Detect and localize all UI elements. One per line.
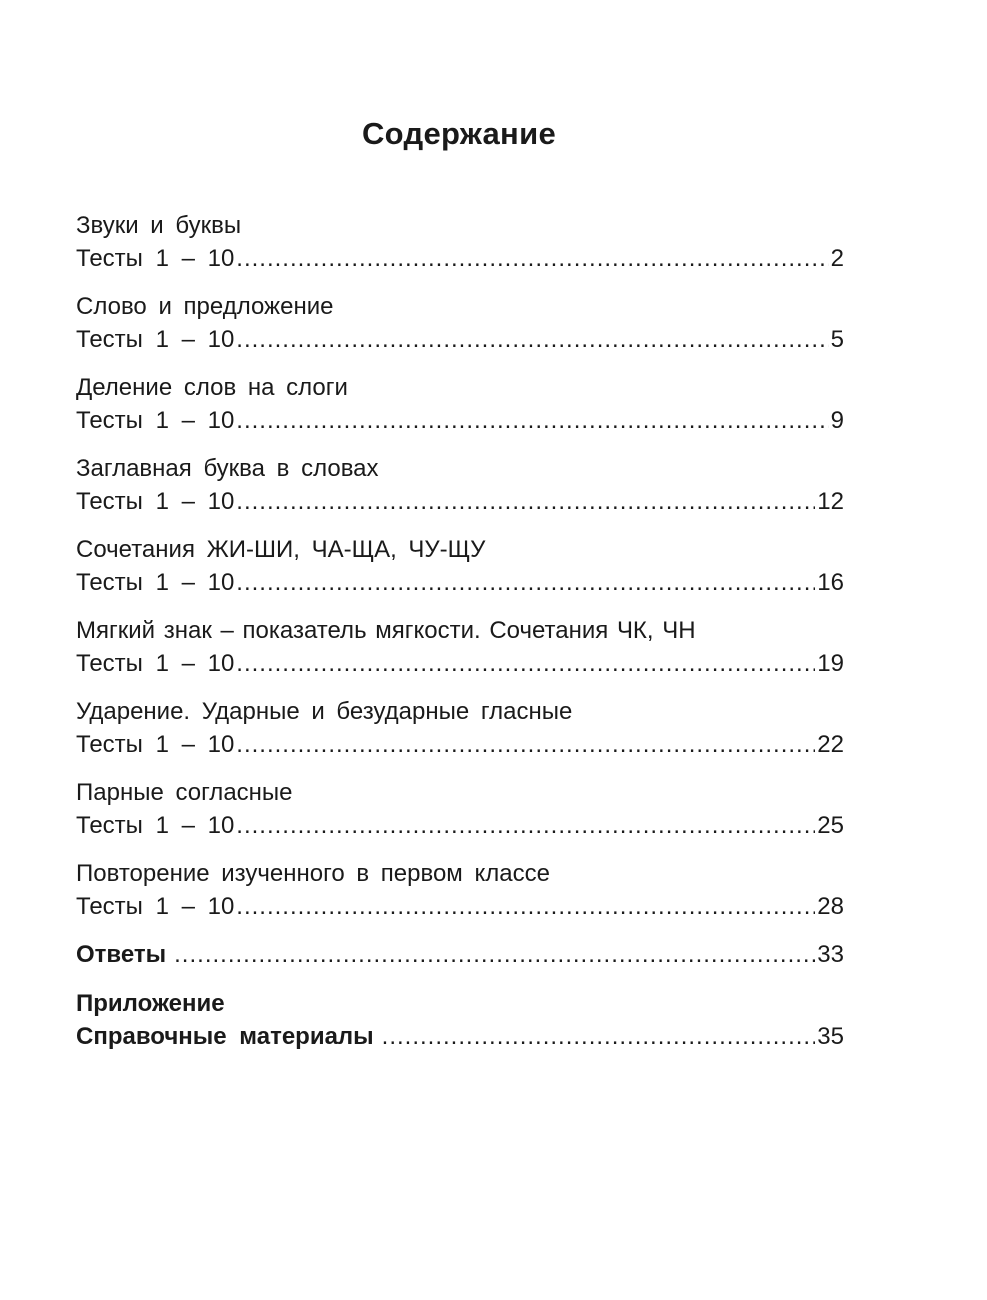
toc-section bbox=[76, 533, 844, 599]
toc-entry[interactable] bbox=[76, 242, 844, 275]
toc-section bbox=[76, 452, 844, 518]
section-heading: Сочетания ЖИ-ШИ, ЧА-ЩА, ЧУ-ЩУ bbox=[76, 536, 486, 563]
toc-section bbox=[76, 290, 844, 356]
entry-label: Тесты 1 – 10 bbox=[76, 245, 235, 272]
dot-leader bbox=[174, 938, 815, 971]
answers-label: Ответы bbox=[76, 941, 167, 968]
table-of-contents bbox=[76, 209, 844, 1068]
section-heading: Заглавная буква в словах bbox=[76, 455, 379, 482]
entry-label: Тесты 1 – 10 bbox=[76, 569, 235, 596]
toc-entry-appendix[interactable] bbox=[76, 1020, 844, 1053]
dot-leader bbox=[236, 728, 815, 761]
appendix-heading: Приложение bbox=[76, 990, 225, 1017]
appendix-label: Справочные материалы bbox=[76, 1023, 374, 1050]
page-number: 19 bbox=[817, 650, 844, 677]
dot-leader bbox=[236, 890, 815, 923]
toc-entry[interactable] bbox=[76, 809, 844, 842]
toc-section bbox=[76, 371, 844, 437]
page-number: 5 bbox=[830, 326, 844, 353]
section-heading: Парные согласные bbox=[76, 779, 293, 806]
dot-leader bbox=[236, 809, 815, 842]
toc-section bbox=[76, 614, 844, 680]
dot-leader bbox=[236, 485, 815, 518]
toc-section bbox=[76, 209, 844, 275]
page-number: 2 bbox=[830, 245, 844, 272]
section-heading: Мягкий знак – показатель мягкости. Сочетания ЧК, ЧН bbox=[76, 617, 696, 644]
entry-label: Тесты 1 – 10 bbox=[76, 326, 235, 353]
toc-entry[interactable] bbox=[76, 485, 844, 518]
page-number: 35 bbox=[817, 1023, 844, 1050]
toc-entry[interactable] bbox=[76, 890, 844, 923]
page-number: 16 bbox=[817, 569, 844, 596]
page-number: 22 bbox=[817, 731, 844, 758]
page-number: 28 bbox=[817, 893, 844, 920]
section-heading: Повторение изученного в первом классе bbox=[76, 860, 550, 887]
page-number: 25 bbox=[817, 812, 844, 839]
section-heading: Звуки и буквы bbox=[76, 212, 242, 239]
page-number: 33 bbox=[817, 941, 844, 968]
toc-entry-answers[interactable] bbox=[76, 938, 844, 971]
toc-entry[interactable] bbox=[76, 323, 844, 356]
page-title: Содержание bbox=[362, 116, 556, 151]
toc-section bbox=[76, 857, 844, 923]
page-number: 9 bbox=[830, 407, 844, 434]
toc-entry[interactable] bbox=[76, 728, 844, 761]
dot-leader bbox=[236, 647, 815, 680]
toc-section bbox=[76, 695, 844, 761]
entry-label: Тесты 1 – 10 bbox=[76, 650, 235, 677]
dot-leader bbox=[236, 404, 828, 437]
section-heading: Ударение. Ударные и безударные гласные bbox=[76, 698, 573, 725]
section-heading: Слово и предложение bbox=[76, 293, 334, 320]
section-heading: Деление слов на слоги bbox=[76, 374, 348, 401]
entry-label: Тесты 1 – 10 bbox=[76, 731, 235, 758]
toc-section-appendix bbox=[76, 987, 844, 1053]
toc-entry[interactable] bbox=[76, 404, 844, 437]
toc-entry[interactable] bbox=[76, 647, 844, 680]
entry-label: Тесты 1 – 10 bbox=[76, 407, 235, 434]
dot-leader bbox=[236, 323, 828, 356]
page-number: 12 bbox=[817, 488, 844, 515]
toc-section bbox=[76, 776, 844, 842]
entry-label: Тесты 1 – 10 bbox=[76, 812, 235, 839]
dot-leader bbox=[236, 566, 815, 599]
dot-leader bbox=[236, 242, 828, 275]
toc-entry[interactable] bbox=[76, 566, 844, 599]
entry-label: Тесты 1 – 10 bbox=[76, 488, 235, 515]
dot-leader bbox=[382, 1020, 816, 1053]
entry-label: Тесты 1 – 10 bbox=[76, 893, 235, 920]
